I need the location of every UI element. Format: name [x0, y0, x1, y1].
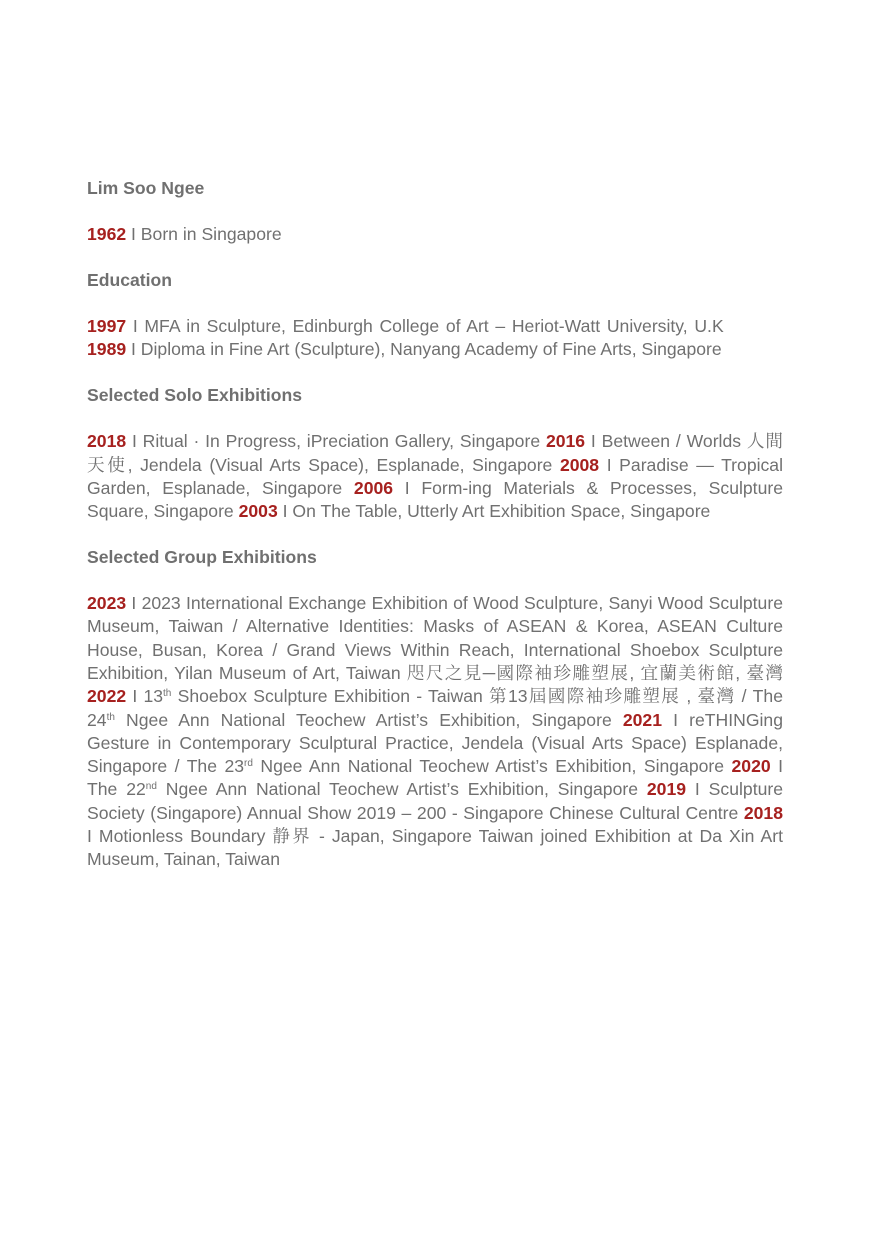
artist-name: Lim Soo Ngee — [87, 178, 205, 198]
group-text: Shoebox Sculpture Exhibition - Taiwan 第13屆國際袖珍雕塑展 , 臺灣 / The 24 — [87, 686, 784, 730]
group-exhibitions-list — [87, 592, 783, 872]
cv-document — [87, 177, 783, 872]
ordinal-suffix: nd — [145, 781, 157, 793]
group-year: 2021 — [622, 709, 662, 730]
group-text: Ngee Ann National Teochew Artist’s Exhibition, Singapore — [156, 779, 647, 800]
solo-year: 2003 — [238, 501, 278, 522]
education-year: 1989 — [87, 339, 127, 360]
group-year: 2019 — [646, 779, 687, 800]
group-text: Ngee Ann National Teochew Artist’s Exhibition, Singapore — [252, 756, 732, 777]
education-year: 1997 — [87, 315, 127, 336]
group-year: 2018 — [743, 802, 783, 823]
group-text: Ngee Ann National Teochew Artist’s Exhibition, Singapore — [114, 709, 623, 730]
solo-year: 2016 — [545, 431, 586, 452]
solo-text: I Between / Worlds 人間天使, Jendela (Visual Arts Space), Esplanade, Singapore — [87, 431, 783, 475]
group-text: I The 22 — [87, 756, 783, 800]
group-text: I 2023 International Exchange Exhibition of Wood Sculpture, Sanyi Wood Sculpture Museum, Taiwan / Alternative Identities: Masks of ASEAN & Korea, ASEAN Culture House, Busan, Korea / Grand Views Within Reach, International Shoebox Sculpture Exhibition, Yilan Museum of Art, Taiwan 咫尺之見─國際袖珍雕塑展, 宜蘭美術館, 臺灣 — [87, 593, 783, 683]
solo-year: 2006 — [353, 477, 394, 498]
born-text: I Born in Singapore — [126, 223, 282, 244]
education-text: I Diploma in Fine Art (Sculpture), Nanyang Academy of Fine Arts, Singapore — [126, 339, 722, 360]
group-year: 2023 — [87, 593, 127, 614]
group-year: 2020 — [731, 756, 771, 777]
group-text: I 13 — [126, 686, 164, 707]
solo-text: I Form-ing Materials & Processes, Sculpture Square, Singapore — [87, 477, 783, 522]
solo-text: I Ritual · In Progress, iPreciation Gallery, Singapore — [126, 431, 546, 452]
education-item — [87, 338, 783, 361]
solo-exhibitions-list — [87, 430, 783, 523]
group-text: I Sculpture Society (Singapore) Annual Show 2019 – 200 - Singapore Chinese Cultural Centre — [87, 779, 784, 823]
solo-year: 2018 — [87, 431, 127, 452]
solo-text: I Paradise — Tropical Garden, Esplanade, Singapore — [87, 454, 784, 498]
ordinal-suffix: rd — [244, 758, 253, 770]
solo-heading: Selected Solo Exhibitions — [87, 385, 303, 406]
group-heading: Selected Group Exhibitions — [87, 547, 317, 568]
group-text: I Motionless Boundary 静界 - Japan, Singapore Taiwan joined Exhibition at Da Xin Art Museum, Tainan, Taiwan — [87, 826, 783, 870]
born-line — [87, 223, 783, 246]
ordinal-suffix: th — [106, 711, 115, 723]
solo-text: I On The Table, Utterly Art Exhibition Space, Singapore — [277, 501, 711, 522]
born-year: 1962 — [87, 223, 127, 244]
ordinal-suffix: th — [163, 688, 172, 700]
education-text: I MFA in Sculpture, Edinburgh College of Art – Heriot-Watt University, U.K — [126, 315, 724, 336]
education-item — [87, 315, 783, 338]
group-text: I reTHINGing Gesture in Contemporary Sculptural Practice, Jendela (Visual Arts Space) Esplanade, Singapore / The 23 — [87, 709, 783, 777]
education-heading: Education — [87, 269, 173, 290]
group-year: 2022 — [87, 686, 127, 707]
solo-year: 2008 — [559, 454, 600, 475]
